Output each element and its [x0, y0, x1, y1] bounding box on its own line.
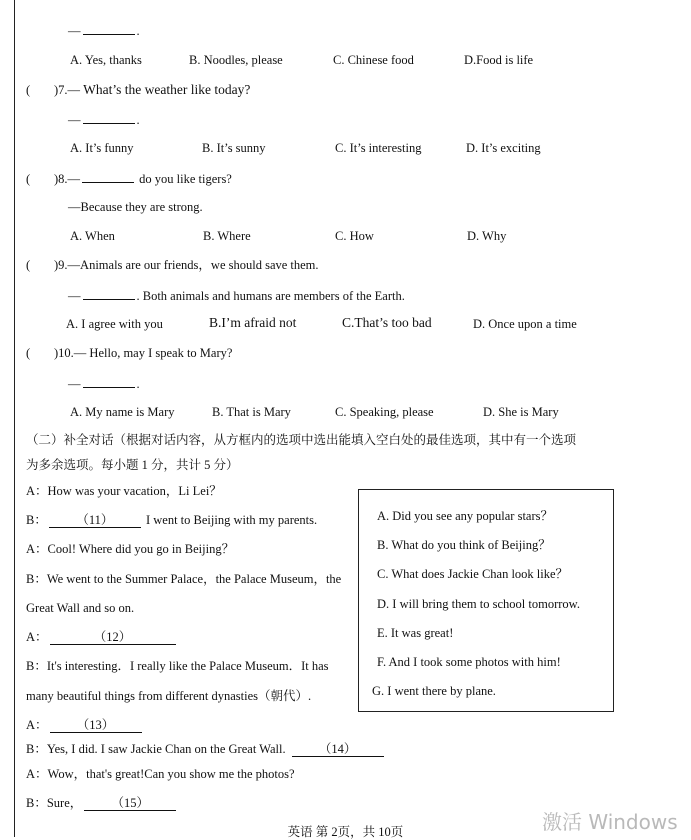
q8-question [26, 170, 232, 187]
q7-option-a[interactable]: A. It’s funny [70, 141, 134, 155]
q9-paren-open: ( [26, 258, 31, 272]
dialogue-line-10 [26, 741, 386, 757]
q9-number: )9. [54, 258, 68, 272]
q7-paren-open: ( [26, 83, 31, 97]
dialogue-line-7: B：It's interesting．I really like the Palace Museum．It has [26, 659, 329, 673]
q6-blank[interactable] [83, 22, 135, 35]
q10-blank[interactable] [83, 375, 135, 388]
dialogue-speaker-a: A： [26, 630, 48, 644]
q6-answer-line [68, 22, 140, 39]
q9-option-c[interactable]: C.That’s too bad [342, 315, 432, 330]
q7-answer-prefix: — [68, 113, 81, 127]
q9-blank[interactable] [83, 287, 135, 300]
q8-paren-open: ( [26, 172, 31, 186]
box-option-f[interactable]: F. And I took some photos with him! [377, 655, 561, 669]
q10-paren-open: ( [26, 346, 31, 360]
section2-instruction-line2: 为多余选项。每小题 1 分，共计 5 分） [26, 458, 239, 472]
q10-answer-suffix: . [136, 377, 140, 391]
q9-question-text: —Animals are our friends，we should save them. [67, 258, 319, 272]
q8-option-c[interactable]: C. How [335, 229, 374, 243]
q10-option-c[interactable]: C. Speaking, please [335, 405, 434, 419]
q10-answer-prefix: — [68, 377, 81, 391]
page-left-border [14, 0, 15, 837]
q8-option-a[interactable]: A. When [70, 229, 115, 243]
box-option-b[interactable]: B. What do you think of Beijing？ [377, 538, 551, 552]
dialogue-speaker-a: A： [26, 718, 48, 732]
q10-option-d[interactable]: D. She is Mary [483, 405, 559, 419]
q7-answer-line [68, 111, 140, 128]
q8-number: )8.— [54, 172, 81, 186]
q9-option-b[interactable]: B.I’m afraid not [209, 315, 297, 330]
q9-option-d[interactable]: D. Once upon a time [473, 317, 577, 331]
dialogue-line-3: A：Cool! Where did you go in Beijing？ [26, 542, 235, 556]
q7-question-text: What’s the weather like today? [80, 82, 251, 97]
dialogue-line-4: B：We went to the Summer Palace，the Palace Museum，the [26, 572, 342, 586]
q7-option-c[interactable]: C. It’s interesting [335, 141, 422, 155]
q7-question [26, 82, 250, 98]
windows-activation-watermark: 激活 Windows [542, 810, 678, 834]
q10-answer-line [68, 375, 140, 392]
blank-13[interactable]: （13） [50, 718, 142, 733]
q9-answer-line [68, 287, 405, 304]
dialogue-line-9 [26, 717, 144, 733]
q8-blank[interactable] [82, 170, 134, 183]
q10-question [26, 345, 232, 361]
q6-option-a[interactable]: A. Yes, thanks [70, 53, 142, 67]
dialogue-line-10-text: B：Yes, I did. I saw Jackie Chan on the Great Wall. [26, 742, 286, 756]
box-option-e[interactable]: E. It was great! [377, 626, 454, 640]
q7-number: )7.— [54, 83, 81, 97]
blank-14[interactable]: （14） [292, 742, 384, 757]
dialogue-speaker-b: B： [26, 513, 47, 527]
blank-11[interactable]: （11） [49, 513, 141, 528]
page-footer: 英语 第 2页，共 10页 [287, 825, 404, 839]
q7-option-b[interactable]: B. It’s sunny [202, 141, 266, 155]
blank-12[interactable]: （12） [50, 630, 176, 645]
dialogue-line-2 [26, 512, 317, 528]
q6-option-c[interactable]: C. Chinese food [333, 53, 414, 67]
q8-answer-line: —Because they are strong. [68, 200, 203, 214]
q8-option-d[interactable]: D. Why [467, 229, 507, 243]
box-option-d[interactable]: D. I will bring them to school tomorrow. [377, 597, 580, 611]
q6-option-d[interactable]: D.Food is life [464, 53, 534, 67]
dialogue-line-2-text: I went to Beijing with my parents. [142, 513, 318, 527]
q10-number: )10. [54, 346, 74, 360]
q10-question-text: — Hello, may I speak to Mary? [73, 346, 233, 360]
q7-answer-suffix: . [136, 113, 140, 127]
q7-option-d[interactable]: D. It’s exciting [466, 141, 541, 155]
dialogue-line-1: A：How was your vacation，Li Lei？ [26, 484, 222, 498]
q6-answer-suffix: . [136, 24, 140, 38]
dialogue-line-12-text: B：Sure， [26, 796, 83, 810]
dialogue-line-11: A：Wow，that's great!Can you show me the photos? [26, 767, 295, 781]
section2-instruction-line1: （二）补全对话（根据对话内容，从方框内的选项中选出能填入空白处的最佳选项，其中有一个选项 [26, 433, 577, 447]
dialogue-line-8: many beautiful things from different dynasties（朝代）. [26, 689, 312, 703]
q7-blank[interactable] [83, 111, 135, 124]
dialogue-line-5: Great Wall and so on. [26, 601, 135, 615]
q10-option-a[interactable]: A. My name is Mary [70, 405, 175, 419]
dialogue-line-6 [26, 629, 178, 645]
q9-question [26, 257, 319, 273]
q9-option-a[interactable]: A. I agree with you [66, 317, 163, 331]
blank-15[interactable]: （15） [84, 796, 176, 811]
q10-option-b[interactable]: B. That is Mary [212, 405, 291, 419]
box-option-g[interactable]: G. I went there by plane. [372, 684, 496, 698]
q8-option-b[interactable]: B. Where [203, 229, 251, 243]
q6-answer-prefix: — [68, 24, 81, 38]
q9-answer-text: . Both animals and humans are members of the Earth. [136, 289, 405, 303]
options-box [358, 489, 614, 712]
q9-answer-prefix: — [68, 289, 81, 303]
q8-question-text: do you like tigers? [136, 172, 232, 186]
box-option-c[interactable]: C. What does Jackie Chan look like？ [377, 567, 569, 581]
box-option-a[interactable]: A. Did you see any popular stars？ [377, 509, 554, 523]
q6-option-b[interactable]: B. Noodles, please [189, 53, 283, 67]
dialogue-line-12 [26, 795, 178, 811]
